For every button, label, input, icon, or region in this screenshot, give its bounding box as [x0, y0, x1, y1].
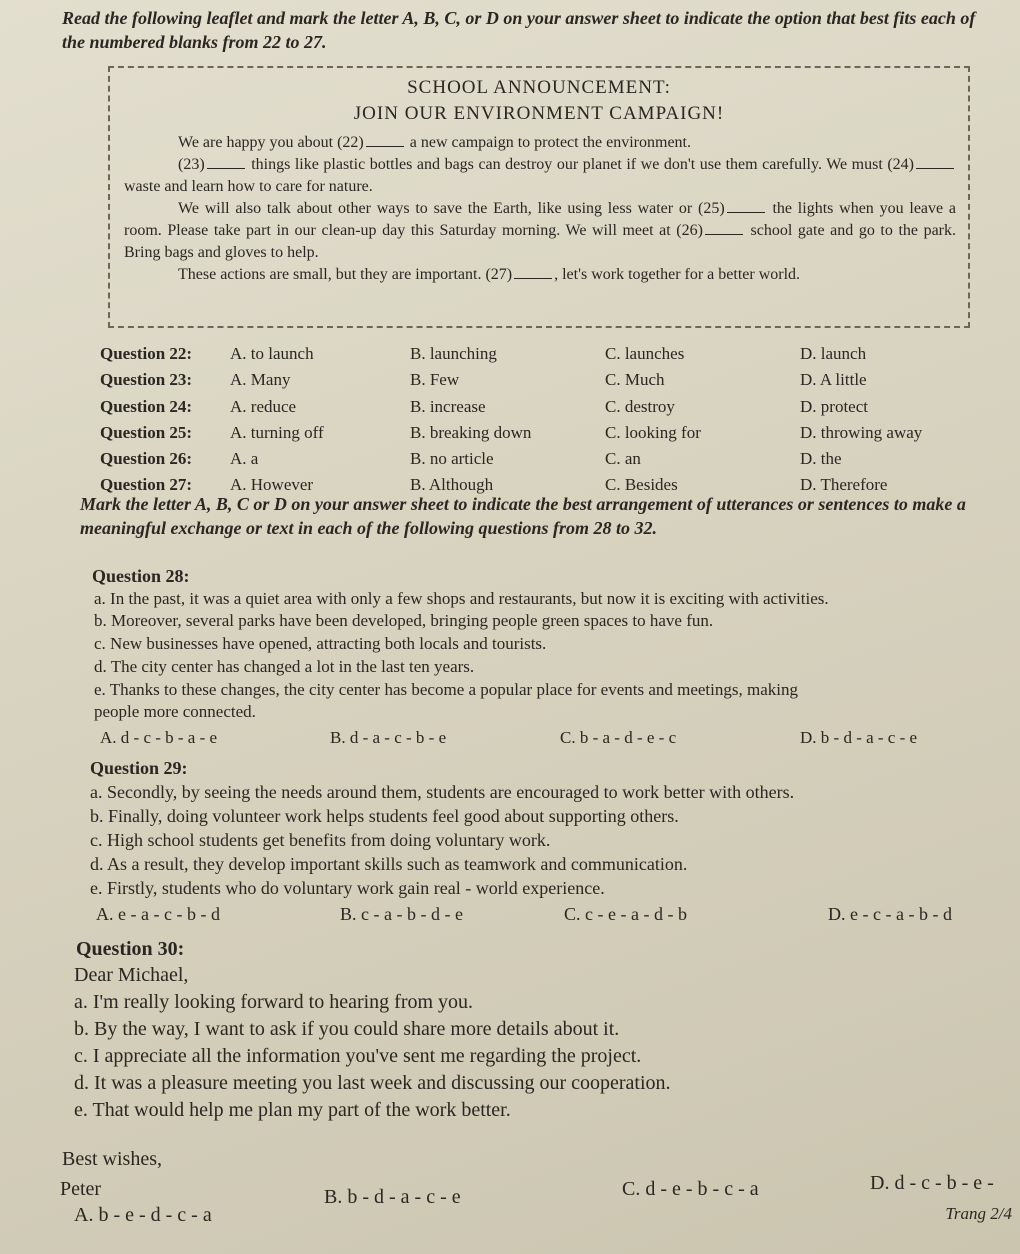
option-b[interactable]: B. Although — [410, 475, 494, 494]
option-c[interactable]: C. destroy — [605, 397, 675, 416]
leaflet-text: waste and learn how to care for nature. — [124, 178, 373, 195]
blank-25 — [727, 198, 765, 213]
blank-24 — [916, 154, 954, 169]
blank-27 — [514, 264, 552, 279]
option-b[interactable]: B. breaking down — [410, 423, 532, 442]
q29-sentence-e: e. Firstly, students who do voluntary work gain real - world experience. — [90, 878, 605, 898]
question-label: Question 22: — [100, 344, 193, 363]
q30-sentence-d: d. It was a pleasure meeting you last week and discussing our cooperation. — [74, 1072, 671, 1094]
q28-sentence-a: a. In the past, it was a quiet area with only a few shops and restaurants, but now it is exciting with activities. — [94, 589, 829, 608]
option-d[interactable]: D. the — [800, 449, 842, 468]
option-b[interactable]: B. launching — [410, 344, 497, 363]
q29-option-c[interactable]: C. c - e - a - d - b — [564, 904, 687, 924]
question-25 — [100, 423, 980, 447]
question-label: Question 26: — [100, 449, 193, 468]
question-label: Question 23: — [100, 370, 193, 389]
q29-sentence-d: d. As a result, they develop important skills such as teamwork and communication. — [90, 854, 688, 874]
q30-sentence-a: a. I'm really looking forward to hearing from you. — [74, 991, 474, 1013]
q28-option-a[interactable]: A. d - c - b - a - e — [100, 728, 218, 747]
question-label: Question 24: — [100, 397, 193, 416]
option-a[interactable]: A. Many — [230, 370, 291, 389]
q29-option-a[interactable]: A. e - a - c - b - d — [96, 904, 220, 924]
leaflet-text: These actions are small, but they are important. (27) — [178, 266, 513, 283]
leaflet-box — [108, 66, 970, 328]
leaflet-paragraph-2 — [124, 154, 956, 198]
option-a[interactable]: A. turning off — [230, 423, 324, 442]
option-d[interactable]: D. Therefore — [800, 475, 888, 494]
option-c[interactable]: C. an — [605, 449, 641, 468]
option-d[interactable]: D. A little — [800, 370, 867, 389]
blank-22 — [366, 132, 404, 147]
q28-option-c[interactable]: C. b - a - d - e - c — [560, 728, 677, 747]
question-label: Question 25: — [100, 423, 193, 442]
q28-sentence-e: e. Thanks to these changes, the city center has become a popular place for events and meetings, making — [94, 680, 798, 699]
leaflet-text: the lights when you leave a room. Please take part in our clean-up day this Saturday morning. We will meet at (26) — [124, 200, 957, 239]
question-28-title: Question 28: — [92, 566, 190, 586]
instruction-part1: Read the following leaflet and mark the letter A, B, C, or D on your answer sheet to indicate the option that best fits each of the numbered blanks from 22 to 27. — [62, 8, 976, 52]
leaflet-paragraph-3 — [124, 198, 956, 264]
q29-sentence-a: a. Secondly, by seeing the needs around them, students are encouraged to work better with others. — [90, 782, 795, 802]
option-d[interactable]: D. launch — [800, 344, 867, 363]
q28-option-d[interactable]: D. b - d - a - c - e — [800, 728, 918, 747]
question-23 — [100, 370, 980, 394]
blank-23 — [207, 154, 245, 169]
leaflet-heading2: JOIN OUR ENVIRONMENT CAMPAIGN! — [353, 103, 725, 124]
q30-sentence-b: b. By the way, I want to ask if you could share more details about it. — [74, 1018, 620, 1040]
q30-signature: Peter — [60, 1178, 102, 1200]
q29-sentence-b: b. Finally, doing volunteer work helps students feel good about supporting others. — [90, 806, 679, 826]
option-c[interactable]: C. Besides — [605, 475, 678, 494]
leaflet-paragraph-1 — [124, 132, 956, 154]
option-d[interactable]: D. protect — [800, 397, 868, 416]
q30-sentence-c: c. I appreciate all the information you've sent me regarding the project. — [74, 1045, 642, 1067]
option-d[interactable]: D. throwing away — [800, 423, 923, 442]
q30-option-a[interactable]: A. b - e - d - c - a — [74, 1204, 212, 1226]
option-a[interactable]: A. to launch — [230, 344, 314, 363]
page-number: Trang 2/4 — [945, 1204, 1012, 1223]
question-30-title: Question 30: — [76, 938, 185, 960]
option-b[interactable]: B. no article — [410, 449, 494, 468]
leaflet-text: a new campaign to protect the environment. — [409, 134, 691, 151]
leaflet-text: We are happy you about (22) — [178, 134, 364, 151]
q29-sentence-c: c. High school students get benefits from doing voluntary work. — [90, 830, 551, 850]
leaflet-text: , let's work together for a better world. — [554, 266, 801, 283]
question-label: Question 27: — [100, 475, 193, 494]
q30-greeting: Dear Michael, — [74, 964, 189, 986]
q30-closing: Best wishes, — [62, 1148, 162, 1170]
leaflet-text: things like plastic bottles and bags can destroy our planet if we don't use them carefully. We must (24) — [251, 156, 914, 173]
q30-option-d[interactable]: D. d - c - b - e - — [870, 1172, 994, 1194]
q28-sentence-c: c. New businesses have opened, attracting both locals and tourists. — [94, 634, 547, 653]
q28-option-b[interactable]: B. d - a - c - b - e — [330, 728, 447, 747]
q28-sentence-d: d. The city center has changed a lot in the last ten years. — [94, 657, 475, 676]
question-29-title: Question 29: — [90, 758, 188, 778]
option-c[interactable]: C. launches — [605, 344, 685, 363]
blank-26 — [705, 220, 743, 235]
question-26 — [100, 449, 980, 473]
q28-sentence-b: b. Moreover, several parks have been developed, bringing people green spaces to have fun. — [94, 611, 714, 630]
q29-option-b[interactable]: B. c - a - b - d - e — [340, 904, 463, 924]
instruction-part2: Mark the letter A, B, C or D on your answer sheet to indicate the best arrangement of utterances or sentences to make a meaningful exchange or text in each of the following questions from 28 to 32. — [80, 494, 966, 538]
option-b[interactable]: B. increase — [410, 397, 486, 416]
question-24 — [100, 397, 980, 421]
leaflet-heading1: SCHOOL ANNOUNCEMENT: — [407, 77, 671, 98]
option-c[interactable]: C. Much — [605, 370, 665, 389]
q30-option-c[interactable]: C. d - e - b - c - a — [622, 1178, 759, 1200]
q29-option-d[interactable]: D. e - c - a - b - d — [828, 904, 952, 924]
option-a[interactable]: A. reduce — [230, 397, 297, 416]
option-a[interactable]: A. a — [230, 449, 259, 468]
q28-sentence-e-cont: people more connected. — [94, 702, 256, 721]
option-c[interactable]: C. looking for — [605, 423, 701, 442]
leaflet-text: We will also talk about other ways to save the Earth, like using less water or (25) — [178, 200, 725, 217]
option-b[interactable]: B. Few — [410, 370, 460, 389]
leaflet-text: school gate and go to the park. Bring bags and gloves to help. — [124, 222, 957, 261]
leaflet-paragraph-4 — [124, 264, 956, 286]
q30-option-b[interactable]: B. b - d - a - c - e — [324, 1186, 461, 1208]
q30-sentence-e: e. That would help me plan my part of the work better. — [74, 1099, 511, 1121]
question-22 — [100, 344, 980, 368]
option-a[interactable]: A. However — [230, 475, 314, 494]
leaflet-text: (23) — [178, 156, 205, 173]
